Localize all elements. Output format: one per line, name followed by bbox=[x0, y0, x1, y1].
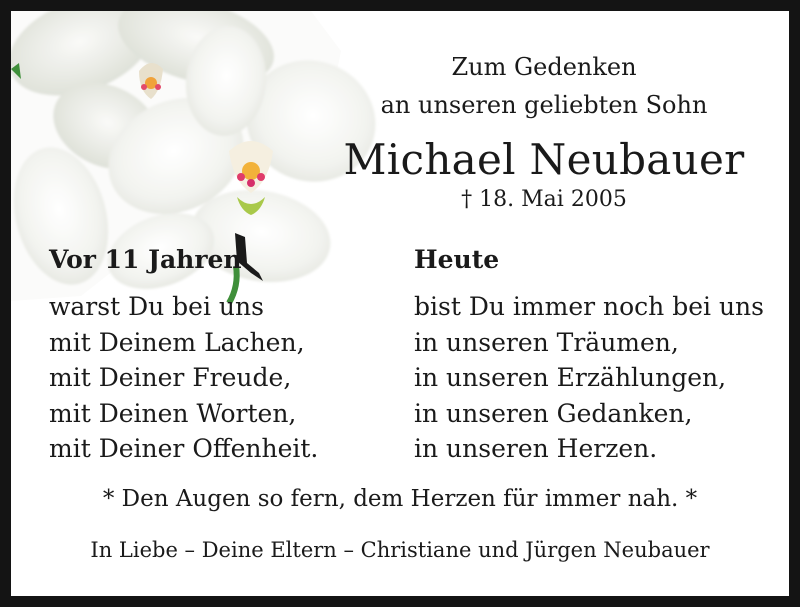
signature: In Liebe – Deine Eltern – Christiane und Jürgen Neubauer bbox=[90, 538, 710, 562]
intro-line-2: an unseren geliebten Sohn bbox=[380, 91, 708, 119]
right-verse-line: in unseren Herzen. bbox=[414, 434, 658, 463]
right-heading: Heute bbox=[414, 245, 500, 274]
right-verse-line: in unseren Erzählungen, bbox=[414, 363, 727, 392]
quote: * Den Augen so fern, dem Herzen für immer nah. * bbox=[102, 486, 698, 512]
left-verse-line: mit Deinem Lachen, bbox=[49, 327, 305, 357]
right-verse bbox=[414, 289, 764, 467]
left-verse bbox=[49, 289, 318, 467]
right-verse-line: bist Du immer noch bei uns bbox=[414, 292, 764, 321]
intro-line-1: Zum Gedenken bbox=[451, 53, 637, 81]
left-verse-line: mit Deiner Offenheit. bbox=[49, 434, 319, 463]
left-verse-line: warst Du bei uns bbox=[49, 292, 264, 321]
left-verse-line: mit Deiner Freude, bbox=[49, 363, 292, 392]
deceased-name: Michael Neubauer bbox=[343, 135, 745, 184]
left-verse-line: mit Deinen Worten, bbox=[49, 398, 297, 428]
right-verse-line: in unseren Träumen, bbox=[414, 327, 679, 357]
death-date: † 18. Mai 2005 bbox=[461, 187, 627, 212]
left-heading: Vor 11 Jahren bbox=[49, 245, 242, 274]
right-verse-line: in unseren Gedanken, bbox=[414, 398, 693, 428]
